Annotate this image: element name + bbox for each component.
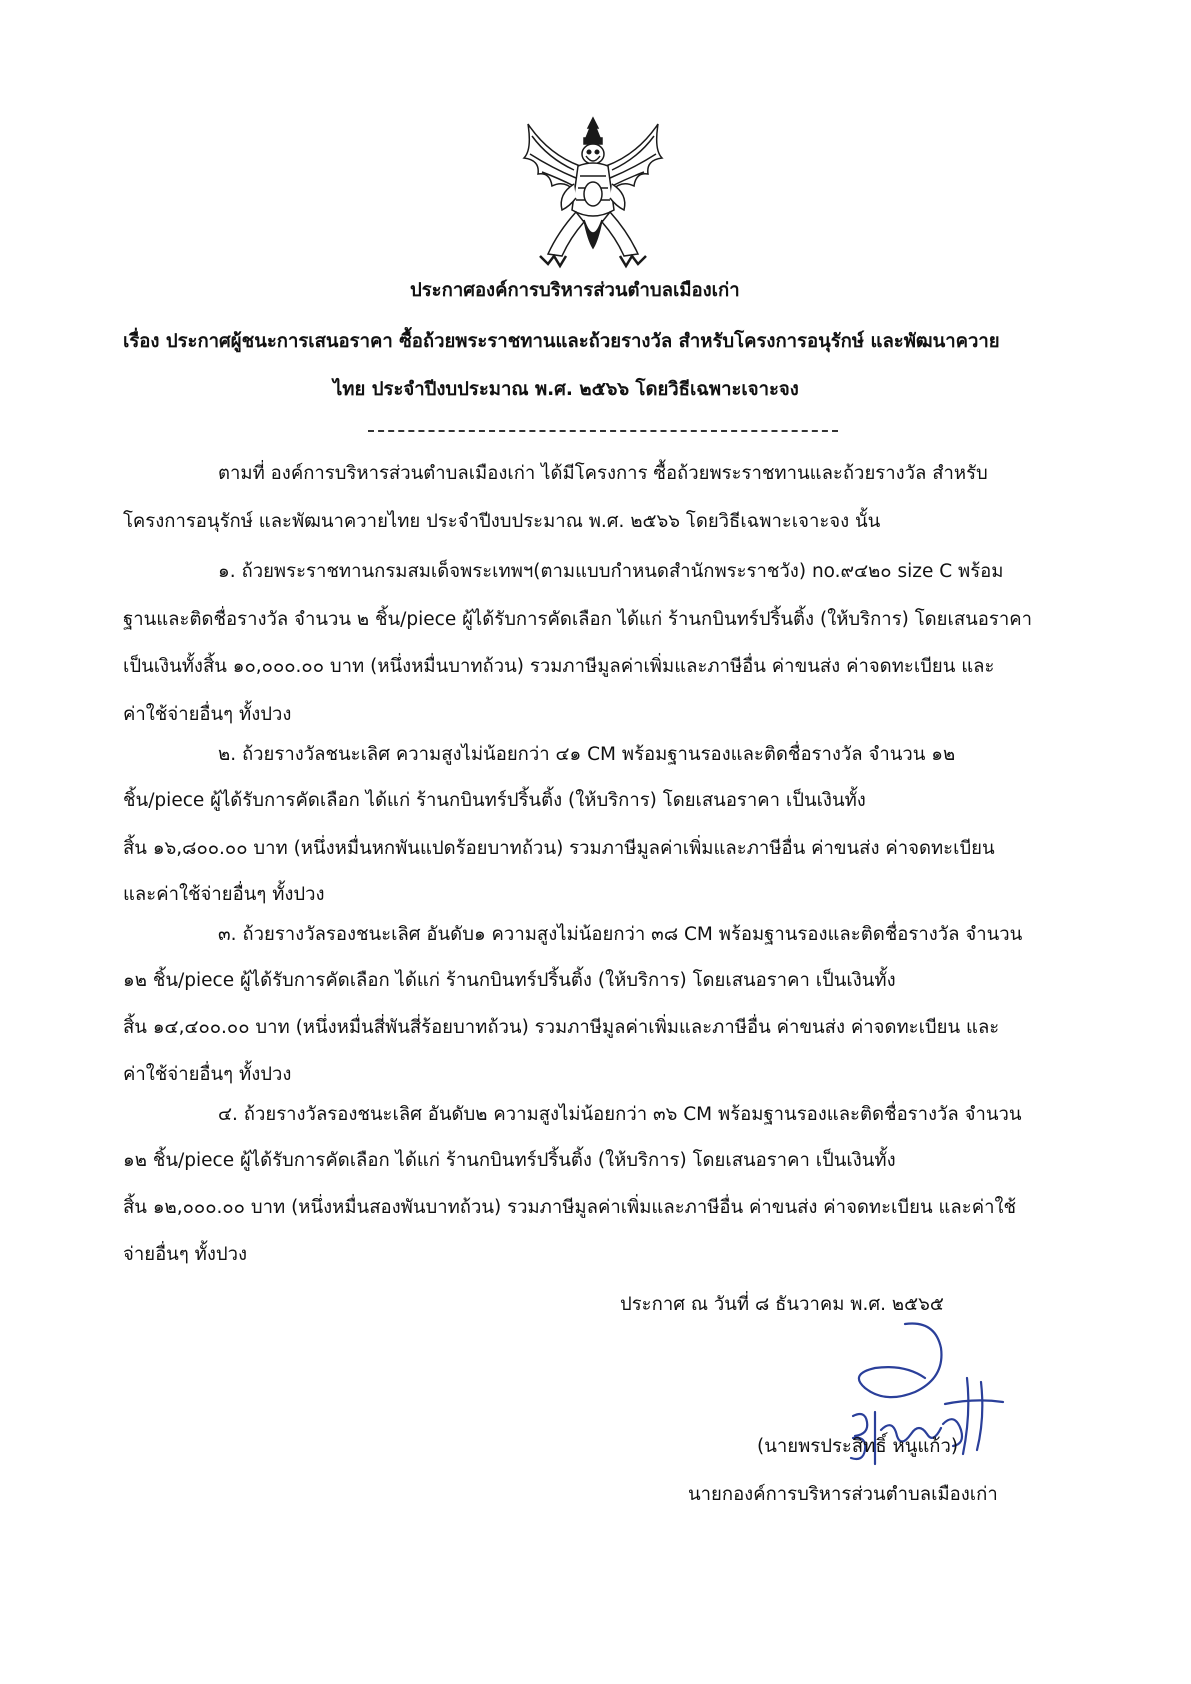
item-3-line-2: ๑๒ ชิ้น/piece ผู้ได้รับการคัดเลือก ได้แก่ ร้านกบินทร์ปริ้นติ้ง (ให้บริการ) โดยเสนอราคา เป็นเงินทั้ง	[123, 970, 896, 991]
item-2-line-4: และค่าใช้จ่ายอื่นๆ ทั้งปวง	[123, 884, 325, 905]
announce-date: ประกาศ ณ วันที่ ๘ ธันวาคม พ.ศ. ๒๕๖๕	[620, 1294, 944, 1315]
separator-line	[368, 430, 838, 432]
item-4-line-4: จ่ายอื่นๆ ทั้งปวง	[123, 1244, 248, 1265]
item-4-line-2: ๑๒ ชิ้น/piece ผู้ได้รับการคัดเลือก ได้แก่ ร้านกบินทร์ปริ้นติ้ง (ให้บริการ) โดยเสนอราคา เป็นเงินทั้ง	[123, 1150, 896, 1171]
document-title: ประกาศองค์การบริหารส่วนตำบลเมืองเก่า	[410, 280, 740, 301]
item-2-line-1: ๒. ถ้วยรางวัลชนะเลิศ ความสูงไม่น้อยกว่า ๔๑ CM พร้อมฐานรองและติดชื่อรางวัล จำนวน ๑๒	[218, 744, 956, 765]
subject-line-1: เรื่อง ประกาศผู้ชนะการเสนอราคา ซื้อถ้วยพระราชทานและถ้วยรางวัล สำหรับโครงการอนุรักษ์ และพัฒนาควาย	[123, 331, 1000, 352]
intro-line-2: โครงการอนุรักษ์ และพัฒนาควายไทย ประจำปีงบประมาณ พ.ศ. ๒๕๖๖ โดยวิธีเฉพาะเจาะจง นั้น	[123, 511, 881, 532]
item-3-line-1: ๓. ถ้วยรางวัลรองชนะเลิศ อันดับ๑ ความสูงไม่น้อยกว่า ๓๘ CM พร้อมฐานรองและติดชื่อรางวัล จำนวน	[218, 924, 1023, 945]
item-3-line-3: สิ้น ๑๔,๔๐๐.๐๐ บาท (หนึ่งหมื่นสี่พันสี่ร้อยบาทถ้วน) รวมภาษีมูลค่าเพิ่มและภาษีอื่น ค่าขนส่ง ค่าจดทะเบียน และ	[123, 1017, 1000, 1038]
item-1-line-1: ๑. ถ้วยพระราชทานกรมสมเด็จพระเทพฯ(ตามแบบกำหนดสำนักพระราชวัง) no.๙๔๒๐ size C พร้อม	[218, 561, 1004, 582]
garuda-emblem-icon	[518, 114, 668, 276]
subject-line-2: ไทย ประจำปีงบประมาณ พ.ศ. ๒๕๖๖ โดยวิธีเฉพาะเจาะจง	[333, 379, 799, 400]
item-2-line-2: ชิ้น/piece ผู้ได้รับการคัดเลือก ได้แก่ ร้านกบินทร์ปริ้นติ้ง (ให้บริการ) โดยเสนอราคา เป็นเงินทั้ง	[123, 790, 866, 811]
item-3-line-4: ค่าใช้จ่ายอื่นๆ ทั้งปวง	[123, 1064, 292, 1085]
item-1-line-3: เป็นเงินทั้งสิ้น ๑๐,๐๐๐.๐๐ บาท (หนึ่งหมื่นบาทถ้วน) รวมภาษีมูลค่าเพิ่มและภาษีอื่น ค่าขนส่ง ค่าจดทะเบียน และ	[123, 656, 995, 677]
signer-title: นายกองค์การบริหารส่วนตำบลเมืองเก่า	[688, 1484, 998, 1505]
item-4-line-3: สิ้น ๑๒,๐๐๐.๐๐ บาท (หนึ่งหมื่นสองพันบาทถ้วน) รวมภาษีมูลค่าเพิ่มและภาษีอื่น ค่าขนส่ง ค่าจดทะเบียน และค่าใช้	[123, 1197, 1017, 1218]
intro-line-1: ตามที่ องค์การบริหารส่วนตำบลเมืองเก่า ได้มีโครงการ ซื้อถ้วยพระราชทานและถ้วยรางวัล สำหรับ	[218, 463, 988, 484]
item-2-line-3: สิ้น ๑๖,๘๐๐.๐๐ บาท (หนึ่งหมื่นหกพันแปดร้อยบาทถ้วน) รวมภาษีมูลค่าเพิ่มและภาษีอื่น ค่าขนส่ง ค่าจดทะเบียน	[123, 838, 995, 859]
signer-name: (นายพรประสิทธิ์ หนูแก้ว)	[757, 1436, 959, 1457]
item-4-line-1: ๔. ถ้วยรางวัลรองชนะเลิศ อันดับ๒ ความสูงไม่น้อยกว่า ๓๖ CM พร้อมฐานรองและติดชื่อรางวัล จำนวน	[218, 1104, 1022, 1125]
item-1-line-2: ฐานและติดชื่อรางวัล จำนวน ๒ ชิ้น/piece ผู้ได้รับการคัดเลือก ได้แก่ ร้านกบินทร์ปริ้นติ้ง (ให้บริการ) โดยเสนอราคา	[123, 609, 1032, 630]
item-1-line-4: ค่าใช้จ่ายอื่นๆ ทั้งปวง	[123, 704, 292, 725]
